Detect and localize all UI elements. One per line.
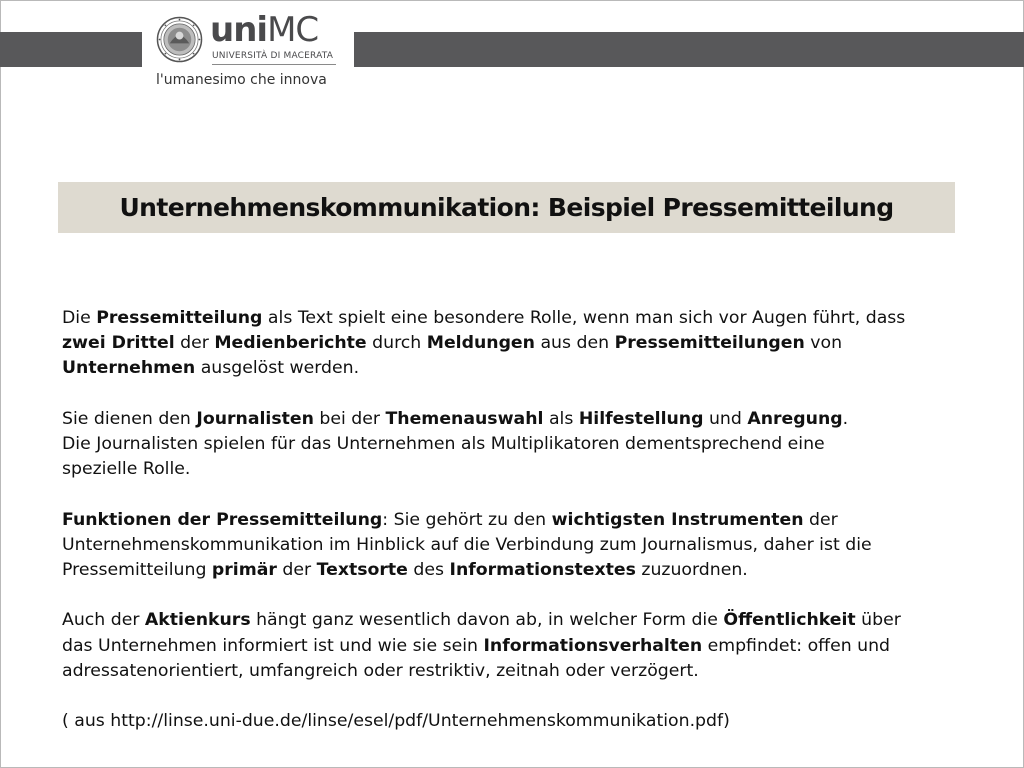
brand-underline xyxy=(212,64,336,65)
text-run: Die Journalisten spielen für das Unternehmen als Multiplikatoren dementsprechend eine xyxy=(62,434,825,454)
bold-term: Hilfestellung xyxy=(578,408,704,429)
text-run: über xyxy=(855,610,901,631)
text-run: der xyxy=(803,509,838,530)
body-paragraph xyxy=(62,709,952,734)
text-run: : Sie gehört zu den xyxy=(382,509,552,530)
bold-term: Textsorte xyxy=(316,560,408,580)
text-run: bei der xyxy=(313,408,386,429)
text-line xyxy=(62,634,952,659)
text-run: das Unternehmen informiert ist und wie sie sein xyxy=(62,635,484,656)
text-line xyxy=(62,432,952,457)
bold-term: Anregung xyxy=(747,408,843,429)
text-run: ausgelöst werden. xyxy=(195,358,360,379)
text-run: hängt ganz wesentlich davon ab, in welcher Form die xyxy=(250,610,724,631)
text-run: als xyxy=(543,408,579,429)
text-run: des xyxy=(407,560,450,580)
text-line xyxy=(62,306,952,331)
text-line xyxy=(62,407,952,432)
text-line xyxy=(62,331,952,356)
text-run: durch xyxy=(366,333,427,354)
text-run: spezielle Rolle. xyxy=(62,459,191,480)
text-line xyxy=(62,659,952,684)
bold-term: Themenauswahl xyxy=(385,408,544,429)
text-line xyxy=(62,608,952,633)
text-run: Sie dienen den xyxy=(62,408,197,429)
bold-term: zwei Drittel xyxy=(62,333,175,354)
brand-bold: uni xyxy=(210,10,268,50)
body-paragraph xyxy=(62,508,952,584)
brand-tagline: l'umanesimo che innova xyxy=(156,72,327,88)
text-line xyxy=(62,558,952,583)
text-run: der xyxy=(174,333,215,354)
text-line xyxy=(62,356,952,381)
body-paragraph xyxy=(62,608,952,684)
slide-title: Unternehmenskommunikation: Beispiel Pressemitteilung xyxy=(119,193,894,222)
header-bar-right xyxy=(354,32,1024,67)
body-paragraph xyxy=(62,407,952,483)
bold-term: Öffentlichkeit xyxy=(723,610,856,631)
text-run: ( aus http://linse.uni-due.de/linse/esel/pdf/Unternehmenskommunikation.pdf) xyxy=(62,711,730,732)
brand-light: MC xyxy=(267,10,319,50)
bold-term: Journalisten xyxy=(196,408,314,429)
bold-term: Medienberichte xyxy=(214,333,367,354)
brand-wordmark xyxy=(210,12,318,48)
header-bar-left xyxy=(0,32,142,67)
bold-term: primär xyxy=(211,560,277,580)
text-run: Auch der xyxy=(62,610,145,631)
slide-body xyxy=(62,306,952,734)
text-run: empfindet: offen und xyxy=(702,635,891,656)
bold-term: Pressemitteilungen xyxy=(614,333,805,354)
text-run: zuzuordnen. xyxy=(635,560,748,580)
text-run: von xyxy=(804,333,843,354)
text-run: und xyxy=(703,408,748,429)
bold-term: Informationstextes xyxy=(449,560,636,580)
text-run: Pressemitteilung xyxy=(62,560,212,580)
brand-subtitle: UNIVERSITÀ DI MACERATA xyxy=(212,51,334,61)
title-banner xyxy=(58,182,955,233)
text-run: Die xyxy=(62,308,97,328)
text-line xyxy=(62,457,952,482)
text-line xyxy=(62,508,952,533)
bold-term: wichtigsten Instrumenten xyxy=(551,509,804,530)
university-seal-icon xyxy=(156,16,203,63)
text-run: adressatenorientiert, umfangreich oder restriktiv, zeitnah oder verzögert. xyxy=(62,660,699,681)
bold-term: Aktienkurs xyxy=(144,610,251,631)
bold-term: Informationsverhalten xyxy=(483,635,703,656)
bold-term: Funktionen der Pressemitteilung xyxy=(62,509,383,530)
university-logo xyxy=(142,8,354,90)
bold-term: Meldungen xyxy=(426,333,535,354)
text-line xyxy=(62,709,952,734)
text-run: der xyxy=(276,560,317,580)
text-run: aus den xyxy=(534,333,615,354)
text-run: . xyxy=(842,408,849,429)
text-run: als Text spielt eine besondere Rolle, wenn man sich vor Augen führt, dass xyxy=(262,308,906,328)
body-paragraph xyxy=(62,306,952,382)
bold-term: Pressemitteilung xyxy=(96,308,263,328)
text-run: Unternehmenskommunikation im Hinblick auf die Verbindung zum Journalismus, daher ist die xyxy=(62,534,872,555)
text-line xyxy=(62,533,952,558)
bold-term: Unternehmen xyxy=(62,358,196,379)
